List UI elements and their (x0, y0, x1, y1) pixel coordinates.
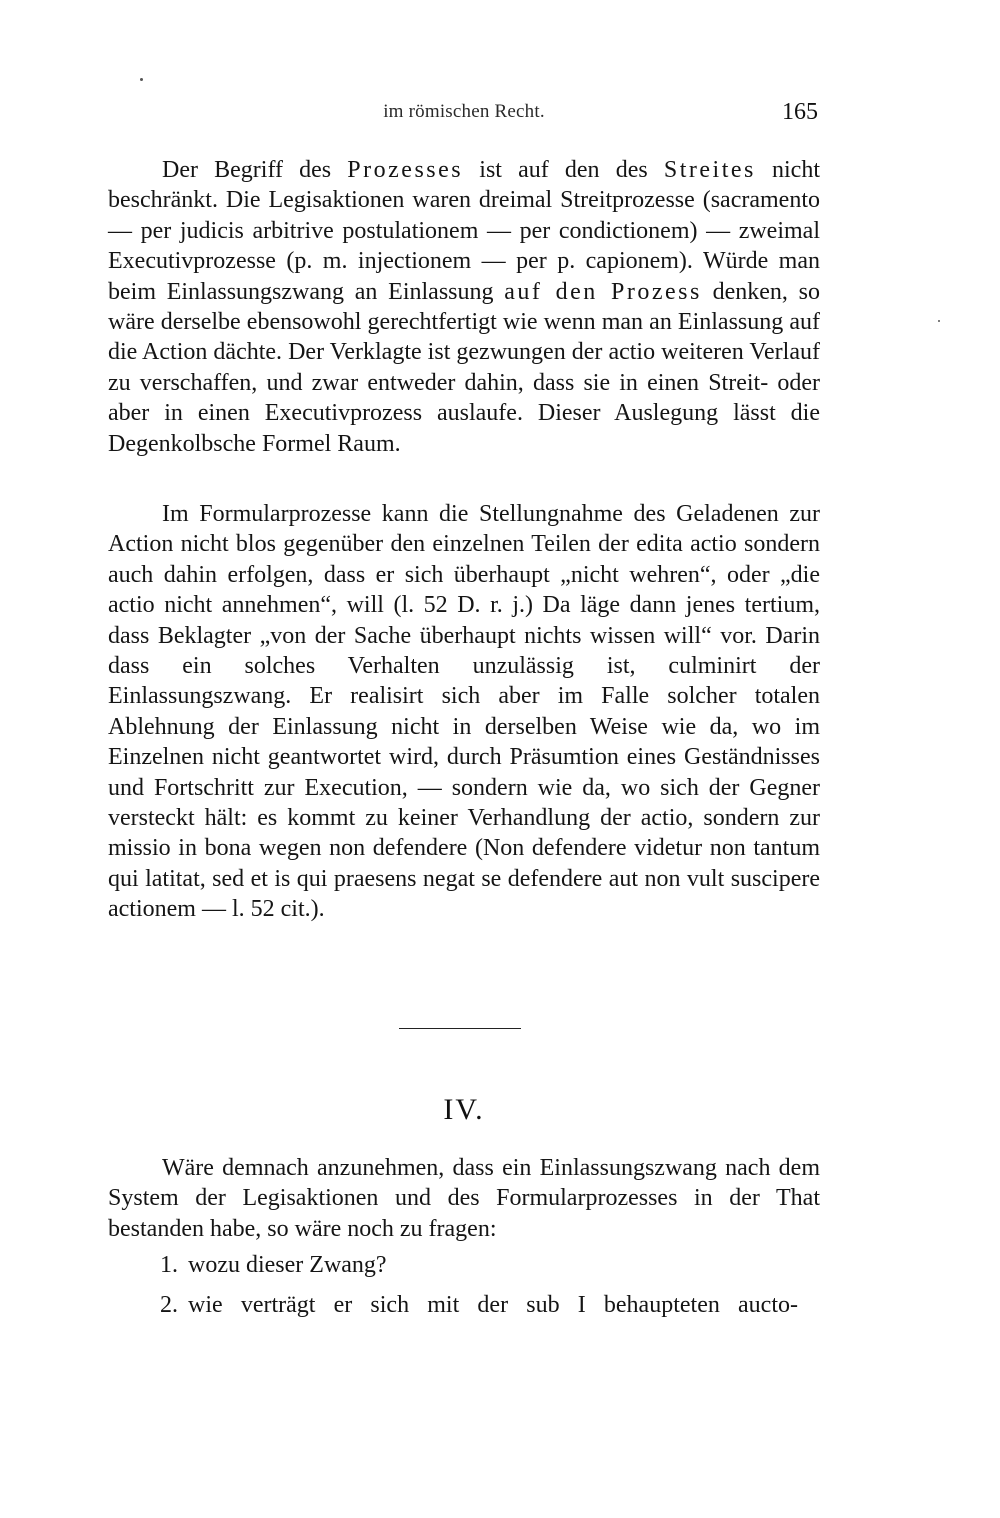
running-title: im römischen Recht. (383, 101, 545, 122)
emphasized-term: Streites (663, 157, 756, 183)
section-divider (399, 1028, 521, 1029)
list-item-number: 2. (160, 1292, 178, 1318)
text-run: denken, so wäre derselbe ebensowohl gerechtfertigt wie wenn man an Einlassung auf die Action dächte. Der Verklagte ist gezwungen der actio weiteren Verlauf zu verschaffen, und zwar entweder dahin, dass sie in einen Streit- oder aber in einen Executivprozess auslaufe. Dieser Auslegung lässt die Degenkolbsche Formel Raum. (108, 278, 820, 457)
list-item-number: 1. (160, 1252, 178, 1278)
section-heading: IV. (443, 1093, 485, 1126)
emphasized-term: auf den Prozess (504, 278, 702, 305)
list-item (160, 1252, 387, 1279)
page-number: 165 (782, 99, 818, 125)
paragraph-3-text: Wäre demnach anzunehmen, dass ein Einlassungszwang nach dem System der Legisaktionen und des Formularprozesses in der That bestanden habe, so wäre noch zu fragen: (108, 1155, 820, 1242)
list-item-text: wie verträgt er sich mit der sub I behaupteten aucto- (188, 1292, 798, 1318)
text-run: Der Begriff des (162, 157, 348, 183)
list-item (160, 1292, 798, 1319)
list-item-text: wozu dieser Zwang? (188, 1252, 387, 1278)
paragraph-1-text (108, 155, 820, 459)
running-head (108, 95, 820, 129)
paragraph-1 (108, 155, 820, 459)
print-speck (140, 78, 143, 81)
text-run: ist auf den des (463, 157, 664, 183)
print-speck (938, 320, 940, 322)
paragraph-2-text: Im Formularprozesse kann die Stellungnahme des Geladenen zur Action nicht blos gegenüber den einzelnen Teilen der edita actio sondern auch dahin erfolgen, dass er sich überhaupt „nicht wehren“, oder „die actio nicht annehmen“, will (l. 52 D. r. j.) Da läge dann jenes tertium, dass Beklagter „von der Sache überhaupt nichts wissen will“ vor. Darin dass ein solches Verhalten unzulässig ist, culminirt der Einlassungszwang. Er realisirt sich aber im Falle solcher totalen Ablehnung der Einlassung nicht in derselben Weise wie da, wo im Einzelnen nicht geantwortet wird, durch Präsumtion eines Geständnisses und Fortschritt zur Execution, — sondern wie da, wo sich der Gegner versteckt hält: es kommt zu keiner Verhandlung der actio, sondern zur missio in bona wegen non defendere (Non defendere videtur non tantum qui latitat, sed et is qui praesens negat se defendere aut non vult suscipere actionem — l. 52 cit.). (108, 501, 820, 923)
emphasized-term: Prozesses (347, 157, 464, 183)
paragraph-3 (108, 1153, 820, 1244)
paragraph-2 (108, 499, 820, 925)
text-run: nicht beschränkt. Die Legisaktionen waren dreimal Streitprozesse (sacramento — per judicis arbitrive postulationem — per condictionem) — zweimal Executivprozesse (p. m. injectionem — per p. capionem). Würde man beim Einlassungszwang an Einlassung (108, 157, 820, 305)
